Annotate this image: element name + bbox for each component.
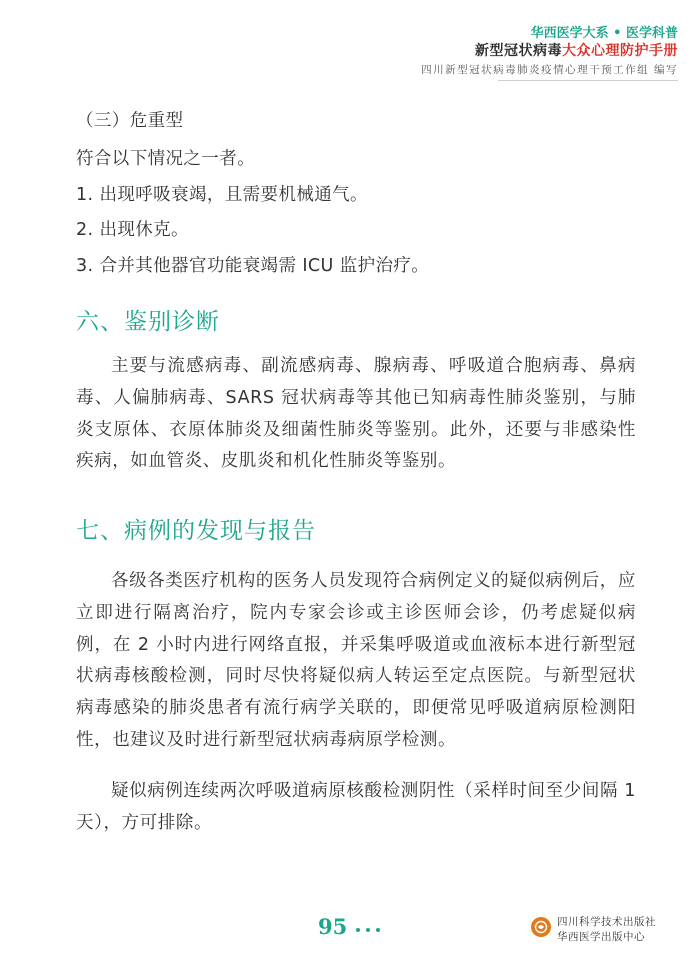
decor-dot	[356, 928, 360, 932]
section-heading-differential-diagnosis: 六、鉴别诊断	[76, 309, 220, 335]
critical-intro: 符合以下情况之一者。	[76, 149, 255, 169]
page-number: 95	[318, 914, 348, 939]
differential-diagnosis-paragraph: 主要与流感病毒、副流感病毒、腺病毒、呼吸道合胞病毒、鼻病毒、人偏肺病毒、SARS 冠状病毒等其他已知病毒性肺炎鉴别，与肺炎支原体、衣原体肺炎及细菌性肺炎等鉴别。此外，还要与非感染性疾病，如血管炎、皮肌炎和机化性肺炎等鉴别。	[76, 356, 636, 472]
header-divider	[498, 80, 678, 81]
section-heading-case-reporting: 七、病例的发现与报告	[76, 518, 316, 544]
case-reporting-paragraph-1: 各级各类医疗机构的医务人员发现符合病例定义的疑似病例后，应立即进行隔离治疗，院内专家会诊或主诊医师会诊，仍考虑疑似病例，在 2 小时内进行网络直报，并采集呼吸道或血液标本进行新型冠状病毒核酸检测，同时尽快将疑似病人转运至定点医院。与新型冠状病毒感染的肺炎患者有流行病学关联的，即便常见呼吸道病原检测阳性，也建议及时进行新型冠状病毒病原学检测。	[76, 571, 636, 750]
header-book-title	[475, 40, 678, 60]
critical-item-3: 3. 合并其他器官功能衰竭需 ICU 监护治疗。	[76, 256, 430, 276]
publisher-name: 四川科学技术出版社	[557, 916, 656, 928]
header-author: 四川新型冠状病毒肺炎疫情心理干预工作组 编写	[421, 64, 678, 76]
publisher-logo-icon	[531, 917, 551, 937]
header-title-accent: 大众心理防护手册	[562, 43, 678, 59]
header-title-main: 新型冠状病毒	[475, 43, 562, 59]
subsection-heading-critical: （三）危重型	[76, 111, 184, 131]
header-series: 华西医学大系 • 医学科普	[530, 26, 678, 41]
critical-item-1: 1. 出现呼吸衰竭，且需要机械通气。	[76, 185, 368, 205]
decor-dot	[376, 928, 380, 932]
page-number-dots	[356, 928, 380, 932]
publisher-center: 华西医学出版中心	[557, 931, 645, 943]
critical-item-2: 2. 出现休克。	[76, 220, 189, 240]
case-reporting-paragraph-2: 疑似病例连续两次呼吸道病原核酸检测阴性（采样时间至少间隔 1 天），方可排除。	[76, 781, 636, 833]
decor-dot	[366, 928, 370, 932]
